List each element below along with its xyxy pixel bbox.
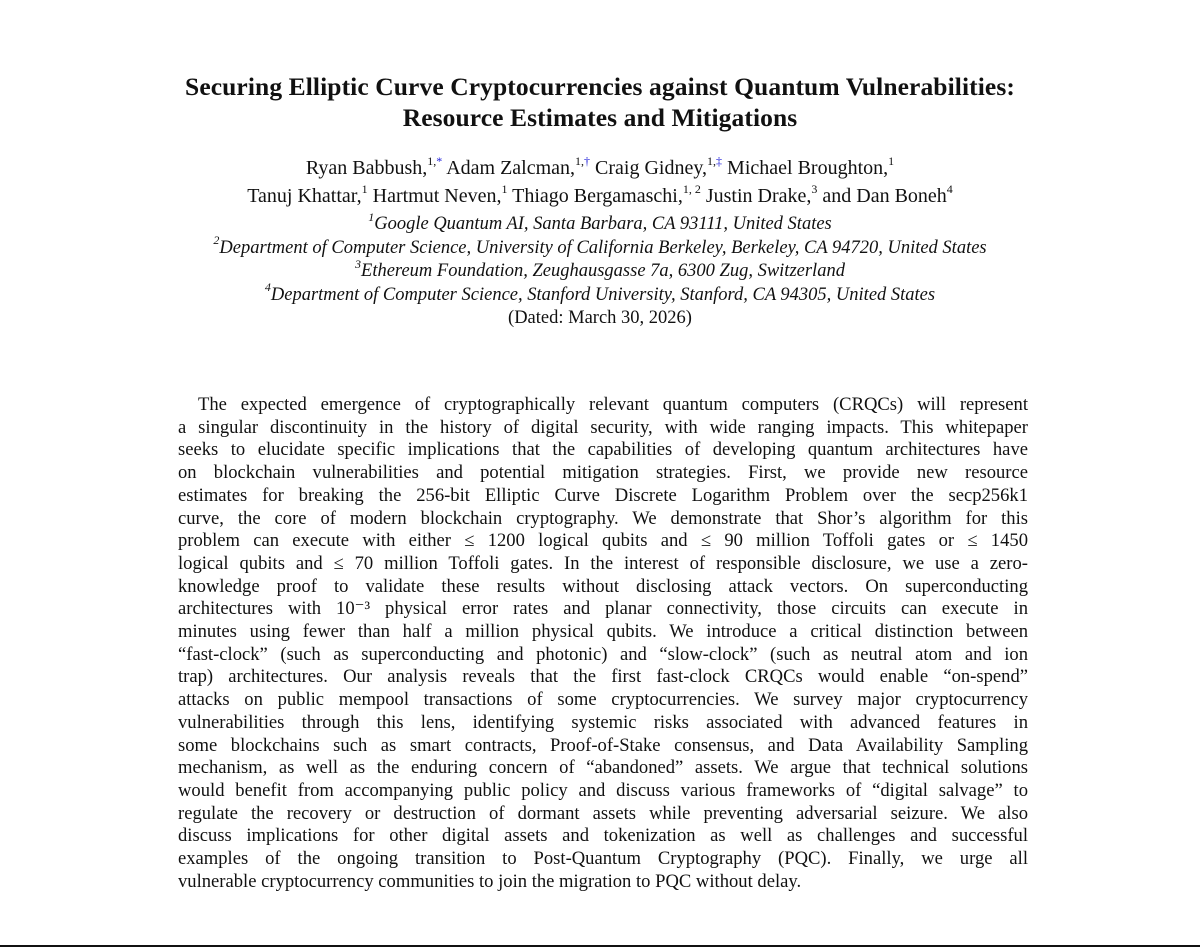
author-name: Michael Broughton, [727,157,889,179]
abstract-line: seeks to elucidate specific implications that the capabilities of developing quantum architectures have [178,439,1028,461]
affiliation-2 [0,233,1200,261]
author-name: Hartmut Neven, [372,185,502,207]
abstract-line: some blockchains such as smart contracts, Proof-of-Stake consensus, and Data Availability Sampling [178,734,1028,756]
abstract-line: estimates for breaking the 256-bit Elliptic Curve Discrete Logarithm Problem over the secp256k1 [178,484,1028,506]
affiliation-3 [0,256,1200,284]
affiliation-4 [0,280,1200,308]
author-name: Justin Drake, [705,185,812,207]
affil-text: Google Quantum AI, Santa Barbara, CA 93111, United States [374,214,832,234]
paper-title [0,71,1200,133]
abstract-line: curve, the core of modern blockchain cryptography. We demonstrate that Shor’s algorithm for this [178,507,1028,529]
author-name: Ryan Babbush, [305,157,428,179]
abstract-line: minutes using fewer than half a million physical qubits. We introduce a critical distinction between [178,621,1028,643]
affil-sup: 1 [368,209,375,224]
abstract-line: architectures with 10⁻³ physical error rates and planar connectivity, those circuits can execute in [178,598,1028,620]
dated-line: (Dated: March 30, 2026) [508,308,692,328]
bottom-divider [0,945,1200,947]
author-affil-sup: 1 [888,154,895,169]
author-affil-sup: 1,† [575,154,591,169]
affil-text: Ethereum Foundation, Zeughausgasse 7a, 6300 Zug, Switzerland [361,261,845,281]
affil-sup: 4 [264,280,271,295]
author-affil-sup: 3 [811,182,818,197]
affiliation-list [0,209,1200,331]
author-affil-sup: 1,‡ [707,154,723,169]
author-list [0,154,1200,210]
footnote-mark[interactable]: † [584,154,591,169]
abstract-line: would benefit from accompanying public policy and discuss various frameworks of “digital salvage” to [178,779,1028,801]
author-affil-sup: 1, 2 [682,182,701,197]
affil-text: Department of Computer Science, University of California Berkeley, Berkeley, CA 94720, United States [219,237,987,258]
title-line-2: Resource Estimates and Mitigations [402,103,798,132]
author-name: and Dan Boneh [822,185,947,207]
abstract [178,394,1028,893]
abstract-line: a singular discontinuity in the history of digital security, with wide ranging impacts. This whitepaper [178,416,1028,438]
abstract-line: regulate the recovery or destruction of dormant assets while preventing adversarial seizure. We also [178,802,1028,824]
author-affil-sup: 1,* [427,154,443,169]
title-line-1: Securing Elliptic Curve Cryptocurrencies against Quantum Vulnerabilities: [185,72,1015,101]
author-line-1 [0,154,1200,182]
author-affil-sup: 1 [361,182,368,197]
affil-text: Department of Computer Science, Stanford University, Stanford, CA 94305, United States [270,284,936,305]
abstract-line: vulnerable cryptocurrency communities to join the migration to PQC without delay. [178,870,802,892]
author-name: Tanuj Khattar, [247,185,362,207]
author-affil-sup: 1 [501,182,508,197]
abstract-line: “fast-clock” (such as superconducting and photonic) and “slow-clock” (such as neutral atom and ion [178,643,1028,665]
affil-sup: 3 [355,256,362,271]
author-name: Craig Gidney, [595,157,708,179]
author-line-2 [0,182,1200,210]
abstract-line: mechanism, as well as the enduring concern of “abandoned” assets. We argue that technical solutions [178,757,1028,779]
author-affil-sup: 4 [946,182,953,197]
abstract-line: attacks on public mempool transactions of some cryptocurrencies. We survey major cryptocurrency [178,689,1028,711]
abstract-line: problem can execute with either ≤ 1200 logical qubits and ≤ 90 million Toffoli gates or ≤ 1450 [178,530,1028,552]
author-name: Thiago Bergamaschi, [512,185,683,207]
abstract-line: knowledge proof to validate these results without disclosing attack vectors. On superconducting [178,575,1028,597]
abstract-line: trap) architectures. Our analysis reveals that the first fast-clock CRQCs would enable “on-spend” [178,666,1028,688]
abstract-line: discuss implications for other digital assets and tokenization as well as challenges and successful [178,825,1028,847]
footnote-mark[interactable]: ‡ [716,154,723,169]
author-name: Adam Zalcman, [446,157,576,179]
abstract-line: vulnerabilities through this lens, identifying systemic risks associated with advanced features in [178,711,1028,733]
affil-sup: 2 [213,233,220,248]
abstract-line: on blockchain vulnerabilities and potential mitigation strategies. First, we provide new resource [178,462,1028,484]
footnote-mark[interactable]: * [436,154,443,169]
abstract-line: examples of the ongoing transition to Post-Quantum Cryptography (PQC). Finally, we urge all [178,848,1028,870]
affiliation-1 [0,209,1200,237]
abstract-line: The expected emergence of cryptographically relevant quantum computers (CRQCs) will represent [198,394,1028,415]
abstract-line: logical qubits and ≤ 70 million Toffoli gates. In the interest of responsible disclosure, we use a zero- [178,552,1028,574]
